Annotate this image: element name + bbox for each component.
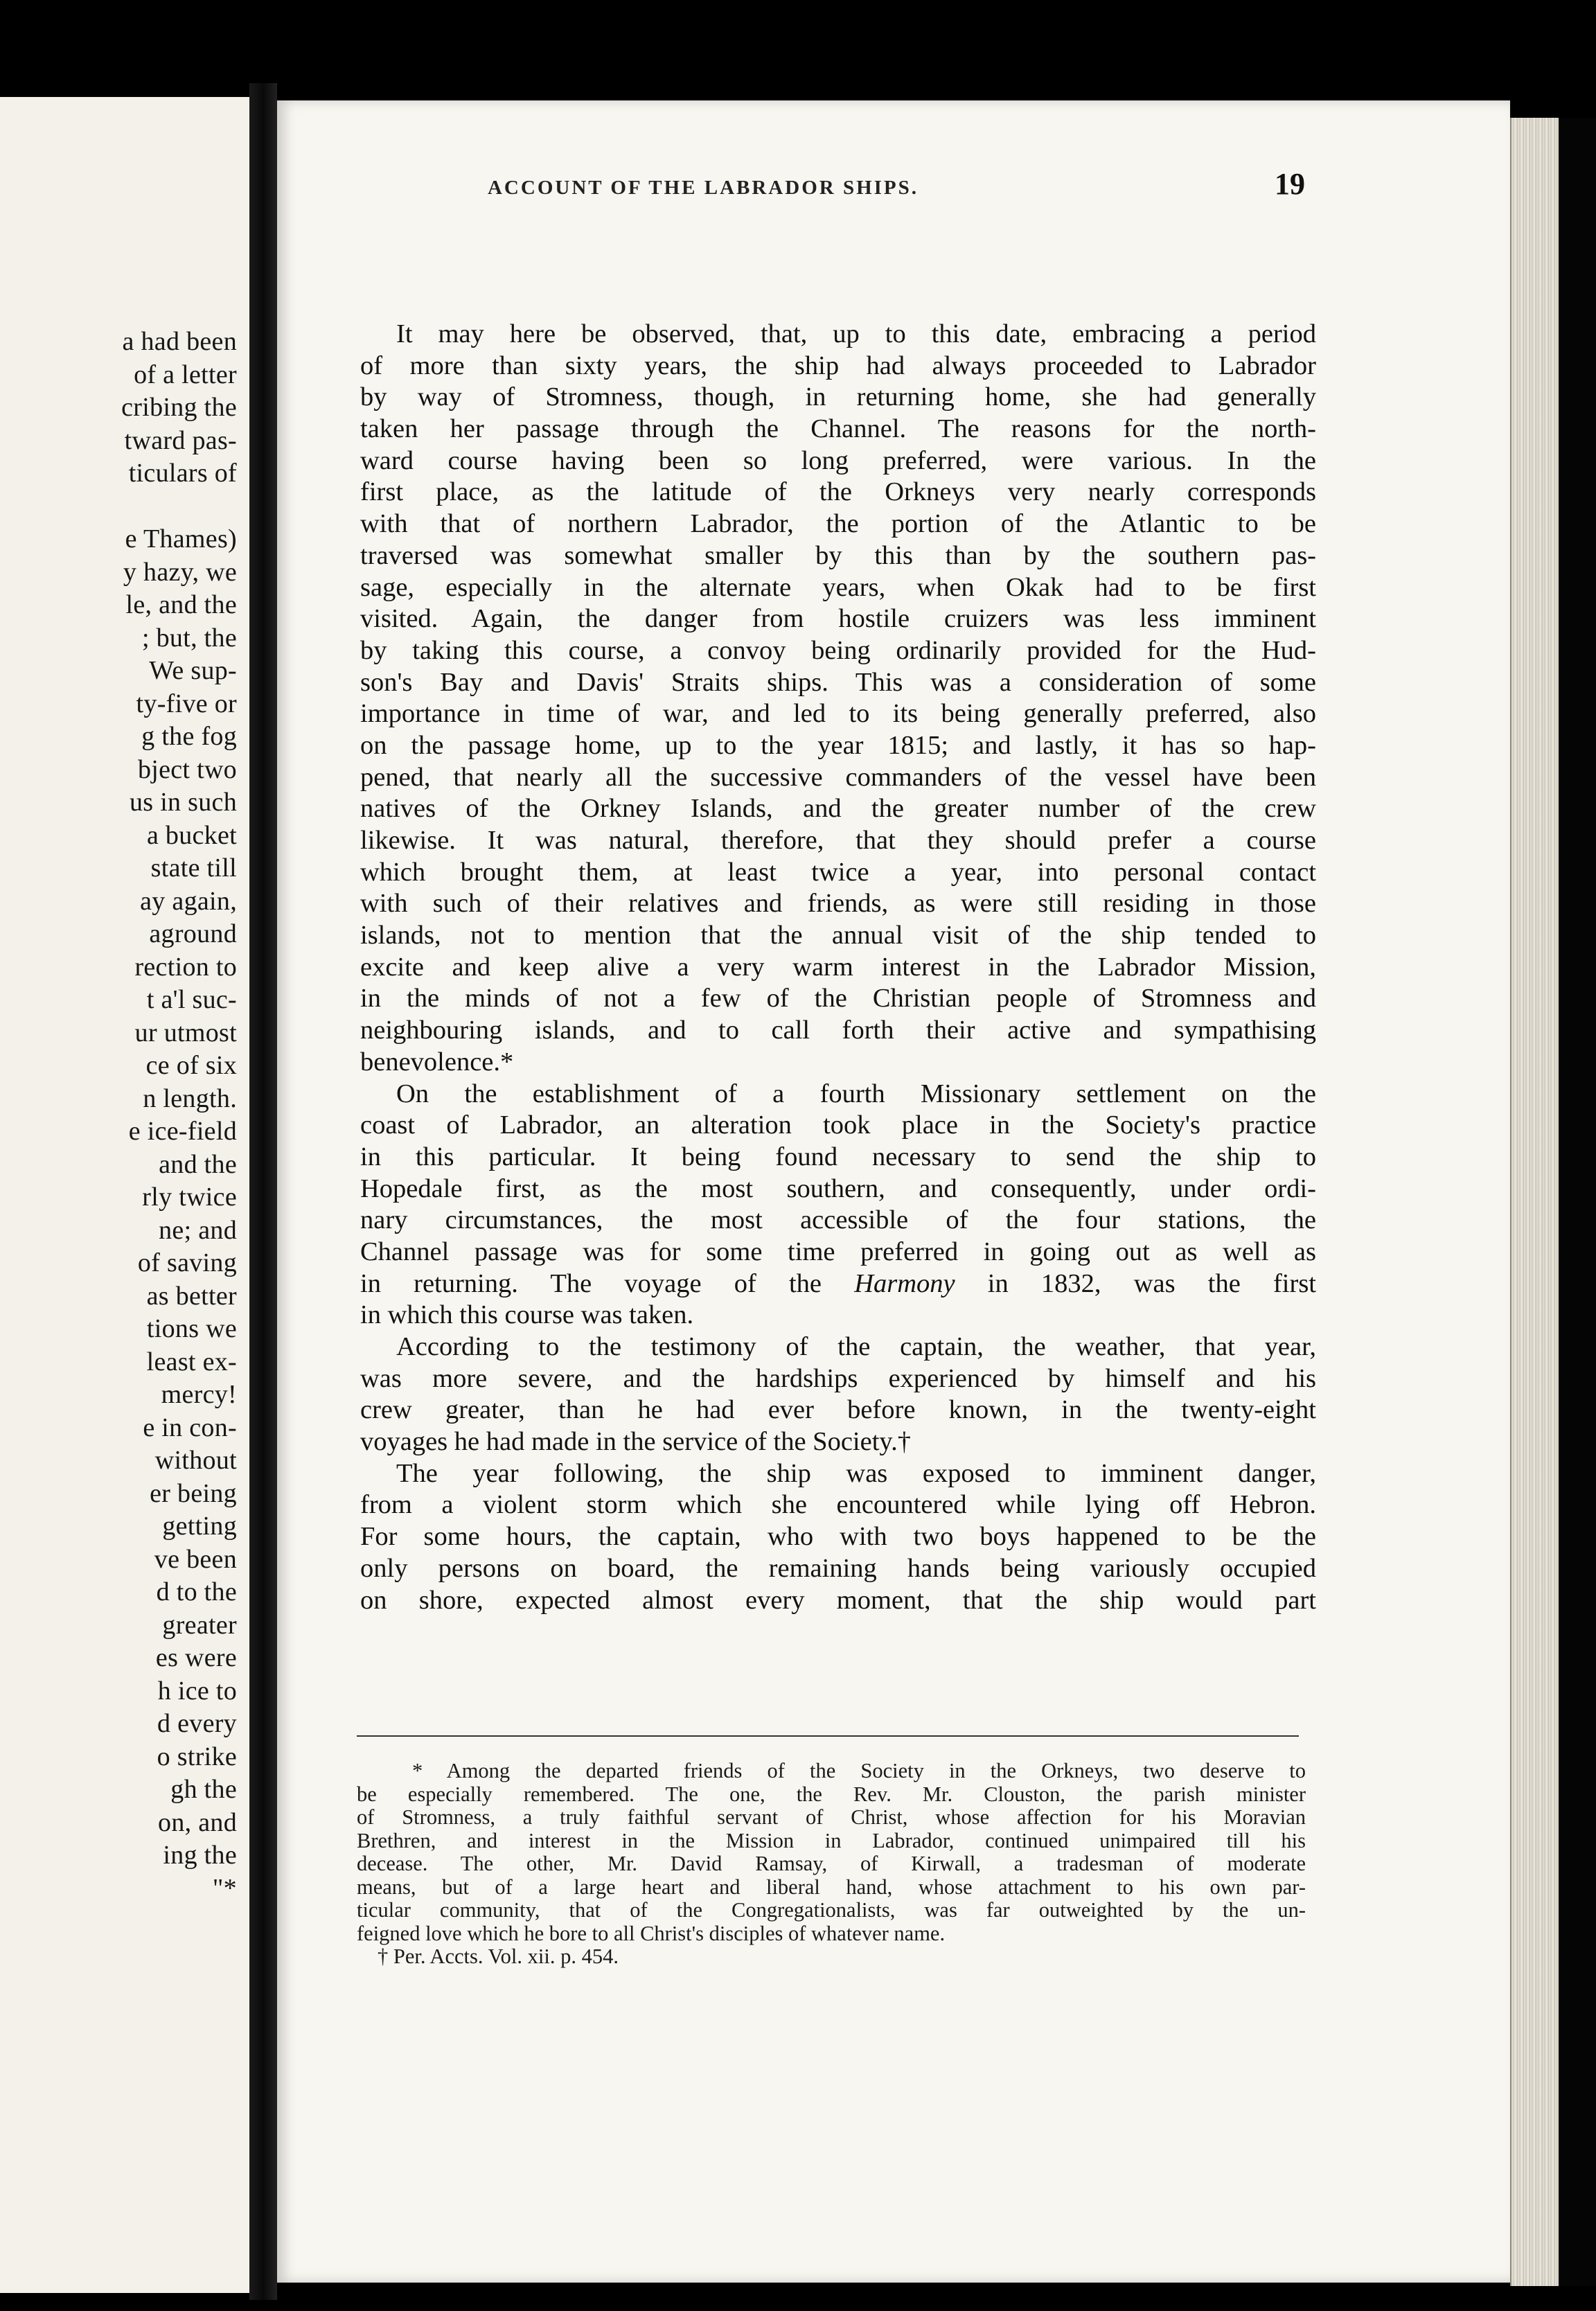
- facing-page-line: mercy!: [161, 1380, 237, 1409]
- facing-page-line: ty-five or: [136, 689, 237, 718]
- facing-page-line: tions we: [146, 1314, 237, 1343]
- footnote-line: decease. The other, Mr. David Ramsay, of Kirwall, a tradesman of moderate: [357, 1852, 1306, 1875]
- body-line: by taking this course, a convoy being ordinarily provided for the Hud-: [360, 635, 1316, 665]
- facing-page-line: least ex-: [146, 1347, 237, 1376]
- facing-page-line: e Thames): [125, 524, 237, 554]
- body-line: natives of the Orkney Islands, and the greater number of the crew: [360, 794, 1316, 824]
- facing-page-line: n length.: [143, 1083, 237, 1113]
- facing-page-line: d to the: [156, 1577, 237, 1606]
- facing-page-line: ce of six: [145, 1051, 237, 1080]
- body-line: ward course having been so long preferred, were various. In the: [360, 445, 1316, 475]
- body-line: It may here be observed, that, up to this date, embracing a period: [396, 319, 1316, 348]
- body-line: According to the testimony of the captain, the weather, that year,: [396, 1332, 1316, 1361]
- facing-page-line: as better: [146, 1281, 237, 1311]
- facing-page-line: ticulars of: [128, 459, 237, 488]
- footnotes: [357, 1760, 1306, 1969]
- footnote-line: be especially remembered. The one, the Rev. Mr. Clouston, the parish minister: [357, 1782, 1306, 1806]
- body-line: first place, as the latitude of the Orkneys very nearly corresponds: [360, 477, 1316, 507]
- body-line: visited. Again, the danger from hostile cruizers was less imminent: [360, 604, 1316, 634]
- facing-page-line: of a letter: [134, 360, 237, 389]
- facing-page-line: tward pas-: [124, 425, 237, 455]
- body-line: in returning. The voyage of the Harmony in 1832, was the first: [360, 1268, 1316, 1298]
- body-line: benevolence.*: [360, 1047, 514, 1077]
- body-line: on shore, expected almost every moment, that the ship would part: [360, 1585, 1316, 1615]
- body-line: in this particular. It being found necessary to send the ship to: [360, 1142, 1316, 1171]
- facing-page-line: without: [154, 1446, 237, 1475]
- facing-page-line: ing the: [163, 1841, 237, 1870]
- body-line: from a violent storm which she encountered while lying off Hebron.: [360, 1490, 1316, 1520]
- ship-name: Harmony: [854, 1268, 955, 1298]
- body-line: nary circumstances, the most accessible of the four stations, the: [360, 1205, 1316, 1235]
- book-gutter: [249, 83, 277, 2300]
- facing-page-line: h ice to: [157, 1676, 237, 1706]
- facing-page-line: ; but, the: [141, 623, 237, 653]
- facing-page-line: g the fog: [141, 722, 237, 751]
- body-line: neighbouring islands, and to call forth their active and sympathising: [360, 1016, 1316, 1045]
- facing-page-line: on, and: [158, 1807, 237, 1837]
- body-line: The year following, the ship was exposed to imminent danger,: [396, 1458, 1316, 1488]
- facing-page-line: [0, 490, 237, 524]
- body-line: For some hours, the captain, who with two boys happened to be the: [360, 1522, 1316, 1552]
- footnote-line: feigned love which he bore to all Christ's disciples of whatever name.: [357, 1921, 946, 1945]
- facing-page-line: state till: [150, 853, 237, 883]
- body-line: only persons on board, the remaining hands being variously occupied: [360, 1553, 1316, 1583]
- facing-page-line: "*: [212, 1873, 237, 1903]
- body-line: which brought them, at least twice a year, into personal contact: [360, 857, 1316, 887]
- page-number: 19: [1275, 167, 1305, 201]
- facing-page-line: rection to: [134, 952, 237, 982]
- body-line: pened, that nearly all the successive commanders of the vessel have been: [360, 762, 1316, 792]
- footnote-line: ticular community, that of the Congregationalists, was far outweighted by the un-: [357, 1898, 1306, 1922]
- body-line: was more severe, and the hardships experienced by himself and his: [360, 1363, 1316, 1393]
- facing-page-line: ne; and: [159, 1215, 237, 1245]
- body-line: in the minds of not a few of the Christian people of Stromness and: [360, 984, 1316, 1013]
- facing-page-line: er being: [150, 1478, 237, 1508]
- background-edge: [1559, 118, 1596, 2286]
- body-line: voyages he had made in the service of the Society.†: [360, 1427, 912, 1457]
- facing-page-line: e in con-: [143, 1413, 237, 1442]
- facing-page-line: cribing the: [121, 393, 237, 422]
- body-line: excite and keep alive a very warm interest in the Labrador Mission,: [360, 952, 1316, 982]
- facing-page-line: le, and the: [125, 590, 237, 619]
- body-line: Hopedale first, as the most southern, and consequently, under ordi-: [360, 1174, 1316, 1203]
- facing-page-line: ay again,: [140, 886, 237, 916]
- facing-page-line: y hazy, we: [123, 557, 237, 587]
- facing-page-line: greater: [162, 1610, 237, 1640]
- body-line: islands, not to mention that the annual visit of the ship tended to: [360, 921, 1316, 950]
- facing-page: [0, 97, 249, 2293]
- facing-page-line: o strike: [157, 1742, 237, 1771]
- facing-page-line: a bucket: [146, 820, 237, 850]
- footnote-rule: [357, 1735, 1299, 1737]
- body-line: in which this course was taken.: [360, 1300, 694, 1330]
- body-line: crew greater, than he had ever before known, in the twenty-eight: [360, 1395, 1316, 1425]
- footnote-line: of Stromness, a truly faithful servant of Christ, whose affection for his Moravian: [357, 1805, 1306, 1829]
- body-line: On the establishment of a fourth Missionary settlement on the: [396, 1079, 1316, 1108]
- body-line: traversed was somewhat smaller by this than by the southern pas-: [360, 540, 1316, 570]
- footnote-line: Brethren, and interest in the Mission in Labrador, continued unimpaired till his: [357, 1828, 1306, 1852]
- footnote-line: means, but of a large heart and liberal hand, whose attachment to his own par-: [357, 1875, 1306, 1899]
- body-line: with that of northern Labrador, the portion of the Atlantic to be: [360, 509, 1316, 539]
- facing-page-line: es were: [155, 1643, 237, 1672]
- facing-page-line: of saving: [137, 1248, 237, 1277]
- facing-page-line: ur utmost: [134, 1018, 237, 1047]
- body-line: taken her passage through the Channel. The reasons for the north-: [360, 414, 1316, 444]
- body-line: of more than sixty years, the ship had always proceeded to Labrador: [360, 351, 1316, 380]
- facing-page-line: and the: [159, 1149, 237, 1179]
- facing-page-line: getting: [162, 1512, 237, 1541]
- footnote-line: * Among the departed friends of the Society in the Orkneys, two deserve to: [412, 1759, 1306, 1782]
- body-line: Channel passage was for some time preferred in going out as well as: [360, 1237, 1316, 1266]
- body-line: by way of Stromness, though, in returning home, she had generally: [360, 382, 1316, 412]
- facing-page-line: ve been: [154, 1544, 237, 1574]
- body-line: son's Bay and Davis' Straits ships. This was a consideration of some: [360, 667, 1316, 697]
- body-line: on the passage home, up to the year 1815; and lastly, it has so hap-: [360, 730, 1316, 760]
- facing-page-line: bject two: [137, 754, 237, 784]
- facing-page-line: gh the: [170, 1775, 237, 1804]
- body-line: with such of their relatives and friends, as were still residing in those: [360, 889, 1316, 919]
- facing-page-line: e ice-field: [128, 1117, 237, 1146]
- facing-page-text: [0, 326, 249, 1905]
- body-line: likewise. It was natural, therefore, that they should prefer a course: [360, 826, 1316, 855]
- body-text: [360, 319, 1316, 1616]
- facing-page-line: a had been: [122, 327, 237, 356]
- running-head: ACCOUNT OF THE LABRADOR SHIPS.: [487, 177, 919, 199]
- facing-page-line: rly twice: [142, 1183, 237, 1212]
- facing-page-line: d every: [157, 1709, 237, 1738]
- facing-page-line: aground: [149, 919, 237, 948]
- facing-page-line: us in such: [130, 788, 237, 817]
- body-line: sage, especially in the alternate years, when Okak had to be first: [360, 572, 1316, 602]
- body-line: coast of Labrador, an alteration took place in the Society's practice: [360, 1110, 1316, 1140]
- body-line: importance in time of war, and led to its being generally preferred, also: [360, 699, 1316, 729]
- facing-page-line: t a'l suc-: [146, 985, 237, 1014]
- facing-page-line: We sup-: [149, 656, 237, 685]
- footnote-line: † Per. Accts. Vol. xii. p. 454.: [378, 1945, 619, 1968]
- page-edges: [1510, 118, 1560, 2286]
